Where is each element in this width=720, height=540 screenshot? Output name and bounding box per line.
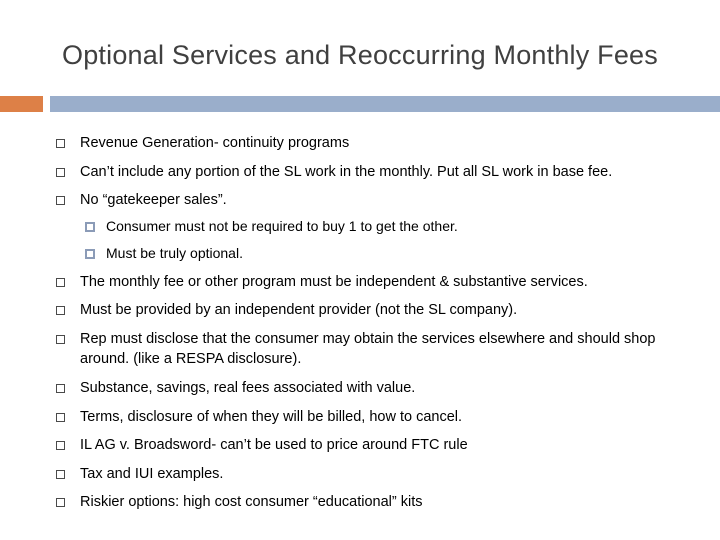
square-bullet-icon [85,222,95,232]
bullet-list: Revenue Generation- continuity programs Can’t include any portion of the SL work in the monthly. Put all SL work in base fee. No “gatekeeper sales”. Consumer must not be required to buy 1 to get the other. Must be truly optional. The monthly fee or other program must be independent & substantive services. Must be provided by an independent provider (not the SL company). Rep must disclose that the consumer may obtain the services elsewhere and should shop around. (like a RESPA disclosure). Substance, savings, real fees associated with value. Terms, disclosure of when they will be billed, how to cancel. IL AG v. Broadsword- can’t be used to price around FTC rule Tax and IUI examples. Riskier options: high cost consumer “educational” kits [0,0,720,540]
slide-title: Optional Services and Reoccurring Monthly Fees [62,40,658,70]
square-bullet-icon [56,413,65,422]
square-bullet-icon [56,470,65,479]
square-bullet-icon [56,278,65,287]
square-bullet-icon [56,168,65,177]
square-bullet-icon [56,498,65,507]
square-bullet-icon [56,306,65,315]
square-bullet-icon [56,441,65,450]
square-bullet-icon [85,249,95,259]
square-bullet-icon [56,139,65,148]
square-bullet-icon [56,196,65,205]
square-bullet-icon [56,384,65,393]
square-bullet-icon [56,335,65,344]
